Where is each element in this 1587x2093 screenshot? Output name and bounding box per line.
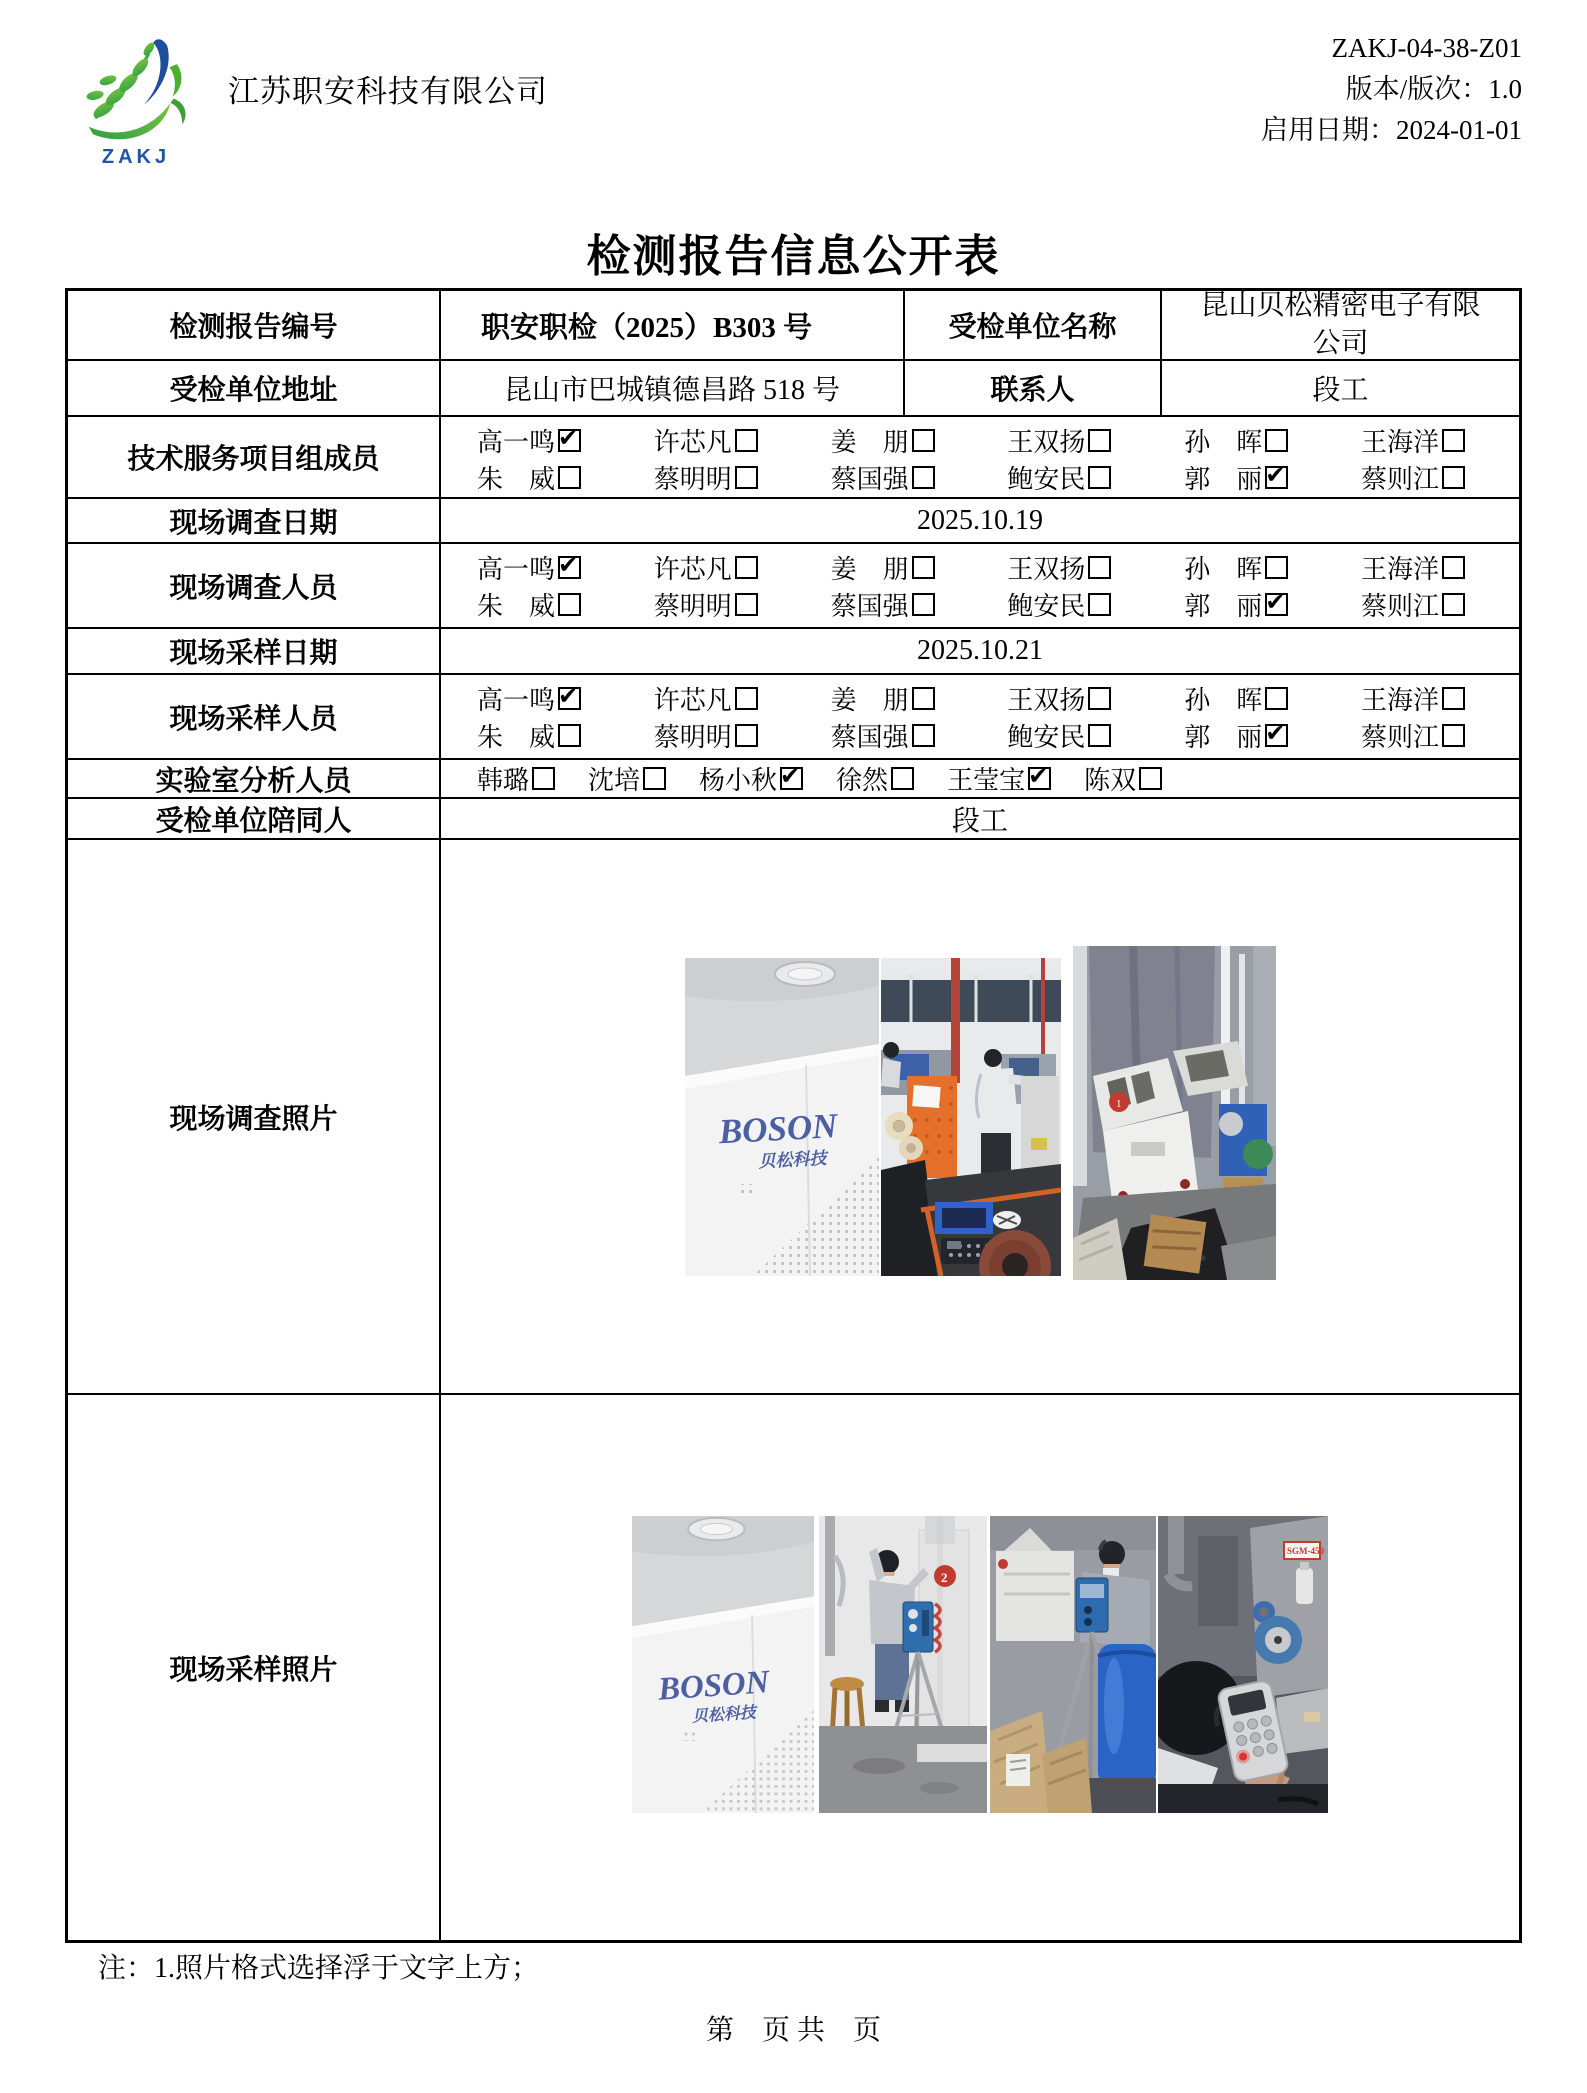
footnote: 注：1.照片格式选择浮于文字上方； [98,1953,540,1984]
checkbox-unchecked[interactable] [558,593,581,616]
staff-name-item [1084,760,1162,797]
checkbox-unchecked[interactable] [1088,687,1111,710]
checkbox-unchecked[interactable] [532,767,555,790]
checkbox-unchecked[interactable] [643,767,666,790]
checkbox-unchecked[interactable] [1442,687,1465,710]
survey-date-label: 现场调查日期 [68,499,441,544]
survey-date-value: 2025.10.19 [441,499,1519,544]
checkbox-unchecked[interactable] [912,556,935,579]
staff-name: 韩璐 [477,766,530,795]
staff-name-item [1184,586,1288,623]
survey-photo-workshop [881,958,1061,1276]
version-label: 版本/版次： [1345,74,1489,104]
members-line-2 [477,459,1465,496]
staff-name: 郭 丽 [1184,723,1263,752]
staff-name: 孙 晖 [1184,428,1263,457]
checkbox-checked[interactable] [558,429,581,452]
report-info-table [65,288,1522,1943]
sampling-photo-tripod-worker [819,1516,987,1813]
staff-name-item [654,422,758,459]
staff-name: 蔡明明 [653,592,732,621]
machine-badge-2: 2 [941,1570,948,1585]
survey-photos-label: 现场调查照片 [68,840,441,1395]
machine-badge-1: 1 [1115,1098,1121,1110]
checkbox-unchecked[interactable] [1265,429,1288,452]
staff-name: 蔡明明 [653,723,732,752]
doc-enable-date [1261,110,1522,151]
checkbox-unchecked[interactable] [735,687,758,710]
staff-name-item [699,760,803,797]
checkbox-unchecked[interactable] [1088,593,1111,616]
checkbox-unchecked[interactable] [735,593,758,616]
staff-name: 鲍安民 [1007,723,1086,752]
checkbox-checked[interactable] [1265,724,1288,747]
survey-photos-cell [441,840,1519,1395]
staff-name-item [654,549,758,586]
checkbox-checked[interactable] [1028,767,1051,790]
survey-staff-line-1 [477,549,1465,586]
staff-name-item [947,760,1051,797]
sampling-photo-handheld-meter [1158,1516,1328,1813]
escort-value: 段工 [441,799,1519,840]
staff-name: 蔡国强 [830,592,909,621]
sampling-staff-names [441,675,1519,760]
staff-name: 朱 威 [477,465,556,494]
staff-name: 许芯凡 [653,428,732,457]
report-no-value: 职安职检（2025）B303 号 [441,291,905,361]
staff-name-item [477,680,581,717]
contact-label: 联系人 [905,361,1162,417]
checkbox-unchecked[interactable] [912,593,935,616]
staff-name-item [1361,549,1465,586]
staff-name-item [1361,459,1465,496]
checkbox-unchecked[interactable] [558,466,581,489]
checkbox-checked[interactable] [780,767,803,790]
staff-name: 姜 朋 [830,686,909,715]
staff-name: 姜 朋 [830,555,909,584]
staff-name-item [1007,549,1111,586]
staff-name-item [1184,549,1288,586]
staff-name: 蔡国强 [830,465,909,494]
staff-name-item [1184,459,1288,496]
checkbox-unchecked[interactable] [912,466,935,489]
staff-name: 杨小秋 [699,766,778,795]
staff-name: 蔡明明 [653,465,732,494]
unit-name-label: 受检单位名称 [905,291,1162,361]
members-label: 技术服务项目组成员 [68,417,441,499]
staff-name: 徐然 [836,766,889,795]
staff-name-item [477,717,581,754]
staff-name: 高一鸣 [477,428,556,457]
checkbox-unchecked[interactable] [1088,429,1111,452]
boson-sub-text: 贝松科技 [757,1148,827,1172]
report-no-label: 检测报告编号 [68,291,441,361]
staff-name: 王莹宝 [947,766,1026,795]
staff-name-item [1184,680,1288,717]
checkbox-unchecked[interactable] [735,724,758,747]
escort-label: 受检单位陪同人 [68,799,441,840]
staff-name-item [477,422,581,459]
staff-name: 王海洋 [1360,428,1439,457]
staff-name-item [1007,459,1111,496]
company-name: 江苏职安科技有限公司 [228,74,548,109]
staff-name: 许芯凡 [653,555,732,584]
staff-name-item [477,760,555,797]
staff-name: 鲍安民 [1007,592,1086,621]
staff-name: 蔡则江 [1360,465,1439,494]
staff-name-item [588,760,666,797]
staff-name-item [831,422,935,459]
checkbox-unchecked[interactable] [1442,429,1465,452]
staff-name: 许芯凡 [653,686,732,715]
staff-name-item [1361,586,1465,623]
staff-name-item [654,459,758,496]
sampling-photo-barrel [990,1516,1156,1813]
enable-date-label: 启用日期： [1261,115,1397,145]
staff-name-item [477,586,581,623]
staff-name-item [1007,717,1111,754]
checkbox-unchecked[interactable] [735,466,758,489]
staff-name: 陈双 [1084,766,1137,795]
checkbox-unchecked[interactable] [1088,466,1111,489]
staff-name-item [477,549,581,586]
lab-staff-label: 实验室分析人员 [68,760,441,799]
staff-name: 鲍安民 [1007,465,1086,494]
staff-name-item [1007,680,1111,717]
checkbox-unchecked[interactable] [912,724,935,747]
page-number-footer: 第 页 共 页 [705,2015,881,2046]
checkbox-unchecked[interactable] [1442,466,1465,489]
staff-name: 沈培 [588,766,641,795]
sampling-staff-label: 现场采样人员 [68,675,441,760]
boson-sub-text: 贝松科技 [691,1704,757,1726]
contact-value: 段工 [1162,361,1519,417]
sampling-photos-cell [441,1395,1519,1940]
staff-name: 郭 丽 [1184,592,1263,621]
staff-name: 王双扬 [1007,686,1086,715]
survey-photo-crusher [1073,946,1276,1280]
checkbox-unchecked[interactable] [1265,556,1288,579]
staff-name-item [477,459,581,496]
staff-name-item [654,680,758,717]
unit-name-value: 昆山贝松精密电子有限公司 [1162,291,1519,361]
machine-model-label: SGM-450 [1287,1546,1324,1556]
checkbox-checked[interactable] [558,556,581,579]
checkbox-unchecked[interactable] [1088,724,1111,747]
staff-name: 孙 晖 [1184,686,1263,715]
staff-name: 蔡则江 [1360,723,1439,752]
staff-name-item [654,586,758,623]
staff-name: 孙 晖 [1184,555,1263,584]
checkbox-unchecked[interactable] [1442,724,1465,747]
survey-photo-strip [685,840,1276,1280]
members-line-1 [477,422,1465,459]
checkbox-unchecked[interactable] [912,687,935,710]
survey-staff-label: 现场调查人员 [68,544,441,629]
staff-name: 蔡国强 [830,723,909,752]
document-meta [1261,28,1522,151]
checkbox-unchecked[interactable] [891,767,914,790]
staff-name-item [1184,422,1288,459]
staff-name-item [1361,422,1465,459]
staff-name: 姜 朋 [830,428,909,457]
survey-staff-names [441,544,1519,629]
checkbox-unchecked[interactable] [735,556,758,579]
staff-name: 王海洋 [1360,555,1439,584]
address-value: 昆山市巴城镇德昌路 518 号 [441,361,905,417]
enable-date-value: 2024-01-01 [1396,115,1522,145]
staff-name-item [1361,680,1465,717]
checkbox-unchecked[interactable] [1139,767,1162,790]
staff-name: 高一鸣 [477,555,556,584]
staff-name: 蔡则江 [1360,592,1439,621]
sampling-date-label: 现场采样日期 [68,629,441,675]
checkbox-unchecked[interactable] [1442,593,1465,616]
survey-photo-boson-panel [685,958,879,1276]
boson-logo-text: BOSON [717,1106,838,1152]
staff-name-item [831,586,935,623]
doc-code: ZAKJ-04-38-Z01 [1331,33,1522,63]
staff-name-item [831,717,935,754]
lab-staff-line [477,760,1162,797]
checkbox-checked[interactable] [1265,593,1288,616]
checkbox-unchecked[interactable] [1265,687,1288,710]
staff-name: 高一鸣 [477,686,556,715]
staff-name: 朱 威 [477,592,556,621]
boson-logo-text: BOSON [656,1664,771,1708]
staff-name-item [836,760,914,797]
sampling-staff-line-1 [477,680,1465,717]
staff-name: 王海洋 [1360,686,1439,715]
sampling-staff-line-2 [477,717,1465,754]
staff-name: 郭 丽 [1184,465,1263,494]
sampling-date-value: 2025.10.21 [441,629,1519,675]
checkbox-unchecked[interactable] [1442,556,1465,579]
checkbox-checked[interactable] [558,687,581,710]
checkbox-unchecked[interactable] [558,724,581,747]
staff-name: 朱 威 [477,723,556,752]
sampling-photo-strip [632,1395,1328,1813]
checkbox-checked[interactable] [1265,466,1288,489]
doc-version [1261,69,1522,110]
staff-name-item [1361,717,1465,754]
staff-name-item [1007,422,1111,459]
sampling-photo-boson-panel [632,1516,814,1813]
staff-name-item [1184,717,1288,754]
staff-name-item [831,680,935,717]
checkbox-unchecked[interactable] [912,429,935,452]
company-logo [82,34,190,146]
staff-name-item [831,549,935,586]
staff-name-item [1007,586,1111,623]
checkbox-unchecked[interactable] [735,429,758,452]
staff-name-item [654,717,758,754]
lab-staff-names [441,760,1519,799]
survey-staff-line-2 [477,586,1465,623]
staff-name: 王双扬 [1007,555,1086,584]
sampling-photos-label: 现场采样照片 [68,1395,441,1940]
staff-name: 王双扬 [1007,428,1086,457]
logo-text: ZAKJ [101,146,171,168]
members-names [441,417,1519,499]
version-value: 1.0 [1488,74,1522,104]
page-title: 检测报告信息公开表 [586,232,1001,281]
checkbox-unchecked[interactable] [1088,556,1111,579]
staff-name-item [831,459,935,496]
address-label: 受检单位地址 [68,361,441,417]
